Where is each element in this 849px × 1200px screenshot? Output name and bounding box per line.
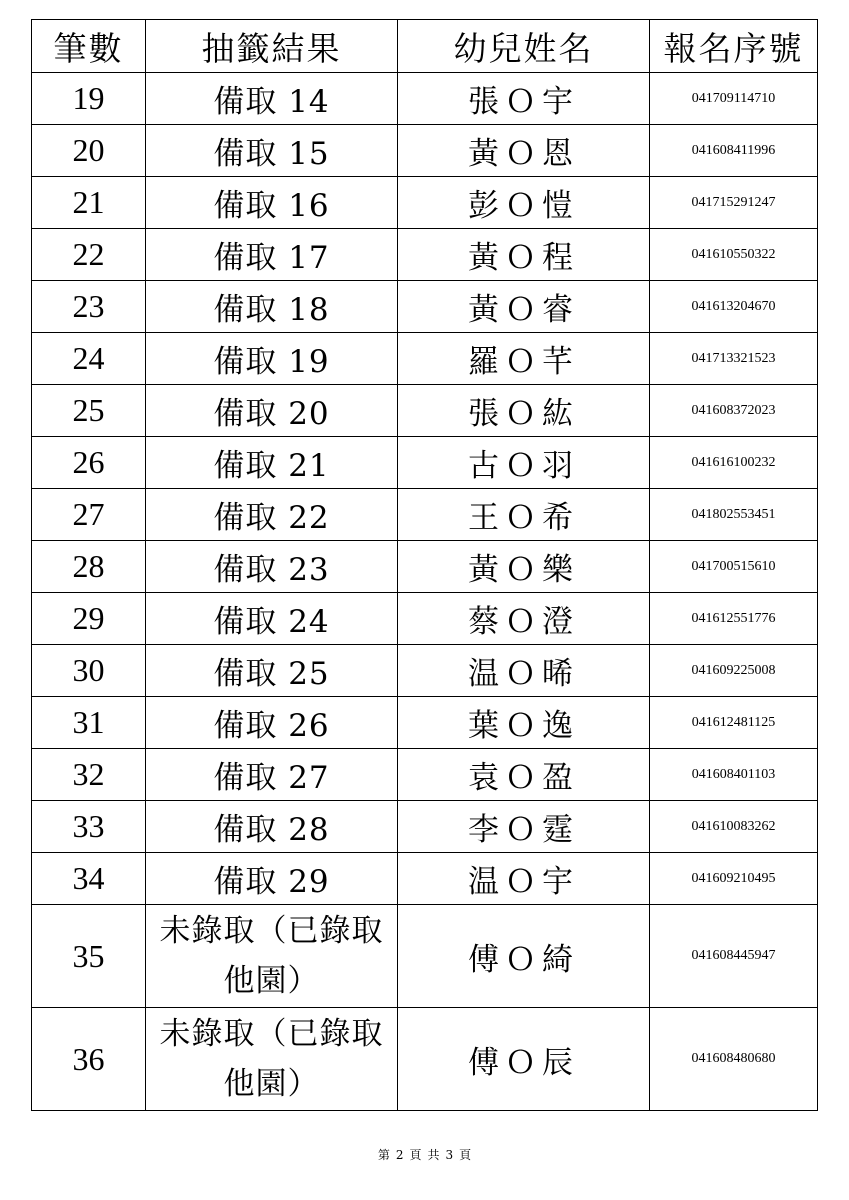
row-count: 28 [32, 541, 146, 593]
header-child-name: 幼兒姓名 [398, 20, 650, 73]
row-draw-result: 備取 23 [146, 541, 398, 593]
row-draw-result: 備取 24 [146, 593, 398, 645]
row-draw-result: 備取 28 [146, 801, 398, 853]
table-row [32, 385, 818, 437]
footer-page-number: 2 [395, 1148, 404, 1162]
row-registration-number: 041608445947 [650, 905, 818, 1008]
row-draw-result: 備取 27 [146, 749, 398, 801]
row-registration-number: 041609225008 [650, 645, 818, 697]
footer-total-pages: 3 [445, 1148, 454, 1162]
page-footer [0, 1146, 849, 1163]
row-draw-result: 備取 15 [146, 125, 398, 177]
row-child-name: 張Ｏ紘 [398, 385, 650, 437]
header-registration-number: 報名序號 [650, 20, 818, 73]
row-count: 34 [32, 853, 146, 905]
row-child-name: 彭Ｏ愷 [398, 177, 650, 229]
footer-total-label: 共 [427, 1148, 440, 1162]
table-row [32, 125, 818, 177]
table-row [32, 905, 818, 1008]
row-draw-result: 備取 26 [146, 697, 398, 749]
row-draw-result: 備取 18 [146, 281, 398, 333]
row-registration-number: 041608480680 [650, 1008, 818, 1111]
row-registration-number: 041608401103 [650, 749, 818, 801]
row-registration-number: 041802553451 [650, 489, 818, 541]
lottery-results-table [31, 19, 818, 1111]
row-draw-result: 備取 25 [146, 645, 398, 697]
table-row [32, 593, 818, 645]
row-count: 30 [32, 645, 146, 697]
row-count: 31 [32, 697, 146, 749]
row-child-name: 李Ｏ霆 [398, 801, 650, 853]
row-registration-number: 041616100232 [650, 437, 818, 489]
row-child-name: 羅Ｏ芊 [398, 333, 650, 385]
row-child-name: 黃Ｏ程 [398, 229, 650, 281]
row-child-name: 黃Ｏ恩 [398, 125, 650, 177]
table-row [32, 437, 818, 489]
table-row [32, 333, 818, 385]
row-child-name: 袁Ｏ盈 [398, 749, 650, 801]
row-child-name: 傅Ｏ綺 [398, 905, 650, 1008]
row-draw-result: 備取 14 [146, 73, 398, 125]
row-count: 22 [32, 229, 146, 281]
row-registration-number: 041713321523 [650, 333, 818, 385]
row-child-name: 葉Ｏ逸 [398, 697, 650, 749]
row-child-name: 王Ｏ希 [398, 489, 650, 541]
row-count: 20 [32, 125, 146, 177]
row-draw-result: 備取 16 [146, 177, 398, 229]
row-count: 29 [32, 593, 146, 645]
table-row [32, 489, 818, 541]
row-child-name: 黃Ｏ樂 [398, 541, 650, 593]
row-draw-result: 未錄取（已錄取他園） [146, 1008, 398, 1111]
table-row [32, 1008, 818, 1111]
row-count: 33 [32, 801, 146, 853]
row-draw-result: 未錄取（已錄取他園） [146, 905, 398, 1008]
row-registration-number: 041608372023 [650, 385, 818, 437]
row-count: 32 [32, 749, 146, 801]
row-draw-result: 備取 20 [146, 385, 398, 437]
row-draw-result: 備取 29 [146, 853, 398, 905]
table-row [32, 281, 818, 333]
row-registration-number: 041709114710 [650, 73, 818, 125]
row-count: 23 [32, 281, 146, 333]
header-draw-result: 抽籤結果 [146, 20, 398, 73]
table-row [32, 697, 818, 749]
row-count: 27 [32, 489, 146, 541]
row-draw-result: 備取 21 [146, 437, 398, 489]
table-row [32, 749, 818, 801]
row-count: 19 [32, 73, 146, 125]
table-row [32, 801, 818, 853]
row-count: 35 [32, 905, 146, 1008]
row-child-name: 温Ｏ宇 [398, 853, 650, 905]
footer-total-unit: 頁 [459, 1148, 472, 1162]
row-count: 21 [32, 177, 146, 229]
row-count: 24 [32, 333, 146, 385]
row-draw-result: 備取 19 [146, 333, 398, 385]
row-draw-result: 備取 17 [146, 229, 398, 281]
row-count: 25 [32, 385, 146, 437]
row-child-name: 黃Ｏ睿 [398, 281, 650, 333]
row-registration-number: 041715291247 [650, 177, 818, 229]
table-row [32, 645, 818, 697]
row-registration-number: 041609210495 [650, 853, 818, 905]
row-count: 36 [32, 1008, 146, 1111]
row-child-name: 張Ｏ宇 [398, 73, 650, 125]
row-registration-number: 041613204670 [650, 281, 818, 333]
table-row [32, 73, 818, 125]
row-registration-number: 041610550322 [650, 229, 818, 281]
table-header-row [32, 20, 818, 73]
footer-prefix: 第 [377, 1148, 390, 1162]
row-registration-number: 041608411996 [650, 125, 818, 177]
table-row [32, 229, 818, 281]
row-child-name: 温Ｏ晞 [398, 645, 650, 697]
row-registration-number: 041610083262 [650, 801, 818, 853]
row-child-name: 傅Ｏ辰 [398, 1008, 650, 1111]
row-child-name: 蔡Ｏ澄 [398, 593, 650, 645]
row-registration-number: 041612481125 [650, 697, 818, 749]
row-draw-result: 備取 22 [146, 489, 398, 541]
row-child-name: 古Ｏ羽 [398, 437, 650, 489]
header-count: 筆數 [32, 20, 146, 73]
row-registration-number: 041612551776 [650, 593, 818, 645]
row-registration-number: 041700515610 [650, 541, 818, 593]
table-row [32, 853, 818, 905]
table-row [32, 541, 818, 593]
row-count: 26 [32, 437, 146, 489]
footer-page-unit: 頁 [409, 1148, 422, 1162]
table-row [32, 177, 818, 229]
